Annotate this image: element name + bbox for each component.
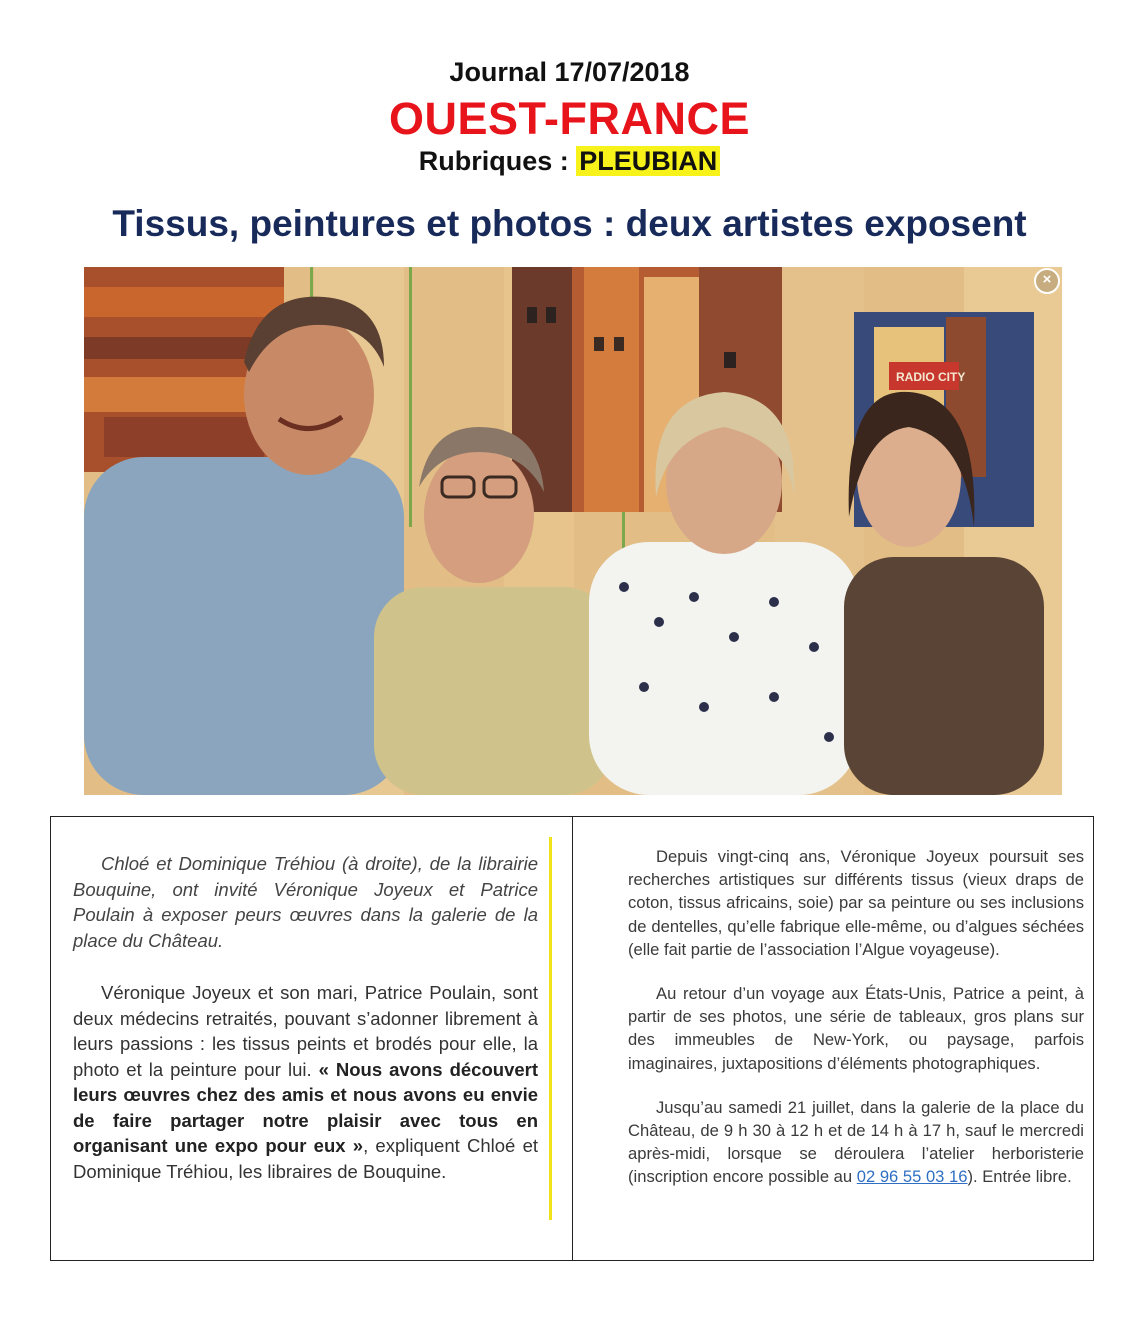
article-paragraph	[628, 1096, 1084, 1189]
photo-caption: Chloé et Dominique Tréhiou (à droite), de la librairie Bouquine, ont invité Véronique Joyeux et Patrice Poulain à exposer peurs œuvres dans la galerie de la place du Château.	[73, 853, 538, 951]
article-left-column	[73, 851, 538, 1184]
paragraph-text: ). Entrée libre.	[967, 1167, 1072, 1187]
paragraph-text: , expliquent Chloé et Dominique Tréhiou, les libraires de Bouquine.	[73, 1135, 538, 1182]
phone-link[interactable]: 02 96 55 03 16	[856, 1167, 968, 1187]
article-right-column	[628, 845, 1084, 1210]
article-paragraph: Au retour d’un voyage aux États-Unis, Patrice a peint, à partir de ses photos, une série de tableaux, gros plans sur des immeubles de New-York, ou paysage, parfois imaginaires, juxtapositions d’éléments photographiques.	[628, 984, 1084, 1073]
close-icon[interactable]: ×	[1034, 268, 1060, 294]
paragraph-text: Véronique Joyeux et son mari, Patrice Poulain, sont deux médecins retraités, pouvant s’adonner librement à leurs passions : les tissus peints et brodés pour elle, la photo et la peinture pour lui.	[73, 982, 538, 1080]
radio-city-sign: RADIO CITY	[896, 370, 966, 384]
newspaper-name: OUEST-FRANCE	[388, 93, 750, 144]
journal-date: Journal 17/07/2018	[449, 57, 690, 87]
rubriques-label: Rubriques :	[418, 146, 577, 176]
photo-illustration	[84, 267, 1062, 795]
article-paragraph: Depuis vingt-cinq ans, Véronique Joyeux poursuit ses recherches artistiques sur différents tissus (vieux draps de coton, tissus africains, soie) par sa peinture ou ses inclusions de dentelles, qu’elle fabrique elle-même, ou d’algues séchées (elle fait partie de l’association l’Algue voyageuse).	[628, 847, 1084, 959]
article-headline: Tissus, peintures et photos : deux artistes exposent	[112, 203, 1027, 244]
rubriques-line	[0, 146, 1139, 177]
article-box	[50, 816, 1094, 1261]
rubriques-value: PLEUBIAN	[576, 146, 720, 176]
paragraph-text: Jusqu’au samedi 21 juillet, dans la galerie de la place du Château, de 9 h 30 à 12 h et de 14 h à 17 h, sauf le mercredi après-midi, lorsque se déroulera l’atelier herboristerie (inscription encore possible au	[628, 1097, 1084, 1187]
yellow-accent-bar	[549, 837, 552, 1220]
article-paragraph	[73, 980, 538, 1184]
column-divider	[572, 817, 573, 1260]
article-quote: « Nous avons découvert leurs œuvres chez des amis et nous avons eu envie de faire partager notre plaisir avec tous en organisant une expo pour eux »	[73, 1058, 539, 1156]
article-photo	[84, 267, 1062, 795]
